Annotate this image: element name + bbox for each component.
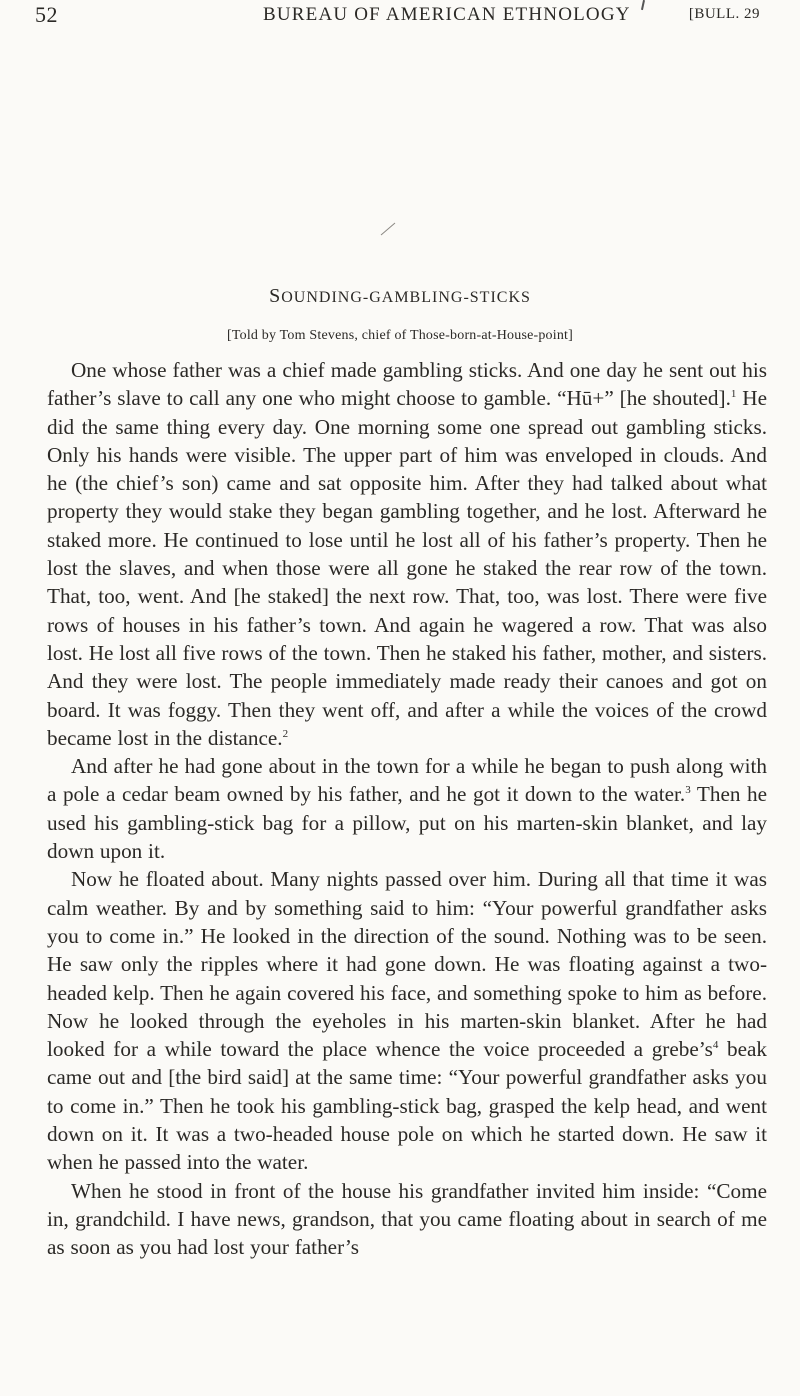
body-paragraph — [47, 752, 767, 865]
story-title — [0, 285, 800, 308]
footnote-reference[interactable]: 2 — [282, 727, 289, 740]
bulletin-reference: [BULL. 29 — [688, 6, 760, 22]
paragraph-text: He did the same thing every day. One morning some one spread out gambling sticks. Only his hands were visible. The upper part of him was enveloped in clouds. And he (the chief’s son) came and sat opposite him. After they had talked about what property they would stake they began gambling together, and he lost. Afterward he staked more. He continued to lose until he lost all of his father’s property. Then he lost the slaves, and when those were all gone he staked the rear row of the town. That, too, went. And [he staked] the next row. That, too, was lost. There were five rows of houses in his father’s town. And again he wagered a row. That was also lost. He lost all five rows of the town. Then he staked his father, mother, and sisters. And they were lost. The people immediately made ready their canoes and got on board. It was foggy. Then they went off, and after a while the voices of the crowd became lost in the distance. — [47, 386, 767, 750]
paper-speck-mark — [380, 222, 396, 236]
footnote-reference[interactable]: 3 — [685, 784, 691, 797]
paragraph-text: And after he had gone about in the town for a while he began to push along with a pole a cedar beam owned by his father, and he got it down to the water. — [47, 754, 767, 807]
story-title-rest: OUNDING-GAMBLING-STICKS — [281, 289, 531, 306]
body-paragraph — [47, 356, 767, 752]
page-number: 52 — [35, 2, 58, 27]
footnote-reference[interactable]: 4 — [712, 1039, 719, 1052]
paragraph-text: When he stood in front of the house his grandfather invited him inside: “Come in, grandchild. I have news, grandson, that you came floating about in search of me as soon as you had lost your father’s — [47, 1178, 767, 1260]
running-head — [35, 2, 760, 32]
body-paragraph — [47, 865, 767, 1176]
body-paragraph — [47, 1177, 767, 1262]
story-body — [47, 356, 767, 1262]
journal-title: BUREAU OF AMERICAN ETHNOLOGY — [263, 4, 631, 25]
paragraph-text: beak came out and [the bird said] at the same time: “Your powerful grandfather asks you to come in.” Then he took his gambling-stick bag, grasped the kelp head, and went down on it. It was a two-headed house pole on which he started down. He saw it when he passed into the water. — [47, 1037, 767, 1175]
story-attribution: [Told by Tom Stevens, chief of Those-born-at-House-point] — [226, 328, 574, 343]
paragraph-text: One whose father was a chief made gambling sticks. And one day he sent out his father’s slave to call any one who might choose to gamble. “Hū+” [he shouted]. — [47, 358, 767, 411]
story-title-initial: S — [269, 285, 282, 307]
footnote-reference[interactable]: 1 — [730, 388, 737, 401]
paragraph-text: Now he floated about. Many nights passed over him. During all that time it was calm weather. By and by something said to him: “Your powerful grandfather asks you to come in.” He looked in the direction of the sound. Nothing was to be seen. He saw only the ripples where it had gone down. He was floating against a two-headed kelp. Then he again covered his face, and something spoke to him as before. Now he looked through the eyeholes in his marten-skin blanket. After he had looked for a while toward the place whence the voice proceeded a grebe’s — [47, 867, 767, 1062]
paragraph-text: Then he used his gambling-stick bag for a pillow, put on his marten-skin blanket, and lay down upon it. — [47, 782, 767, 864]
